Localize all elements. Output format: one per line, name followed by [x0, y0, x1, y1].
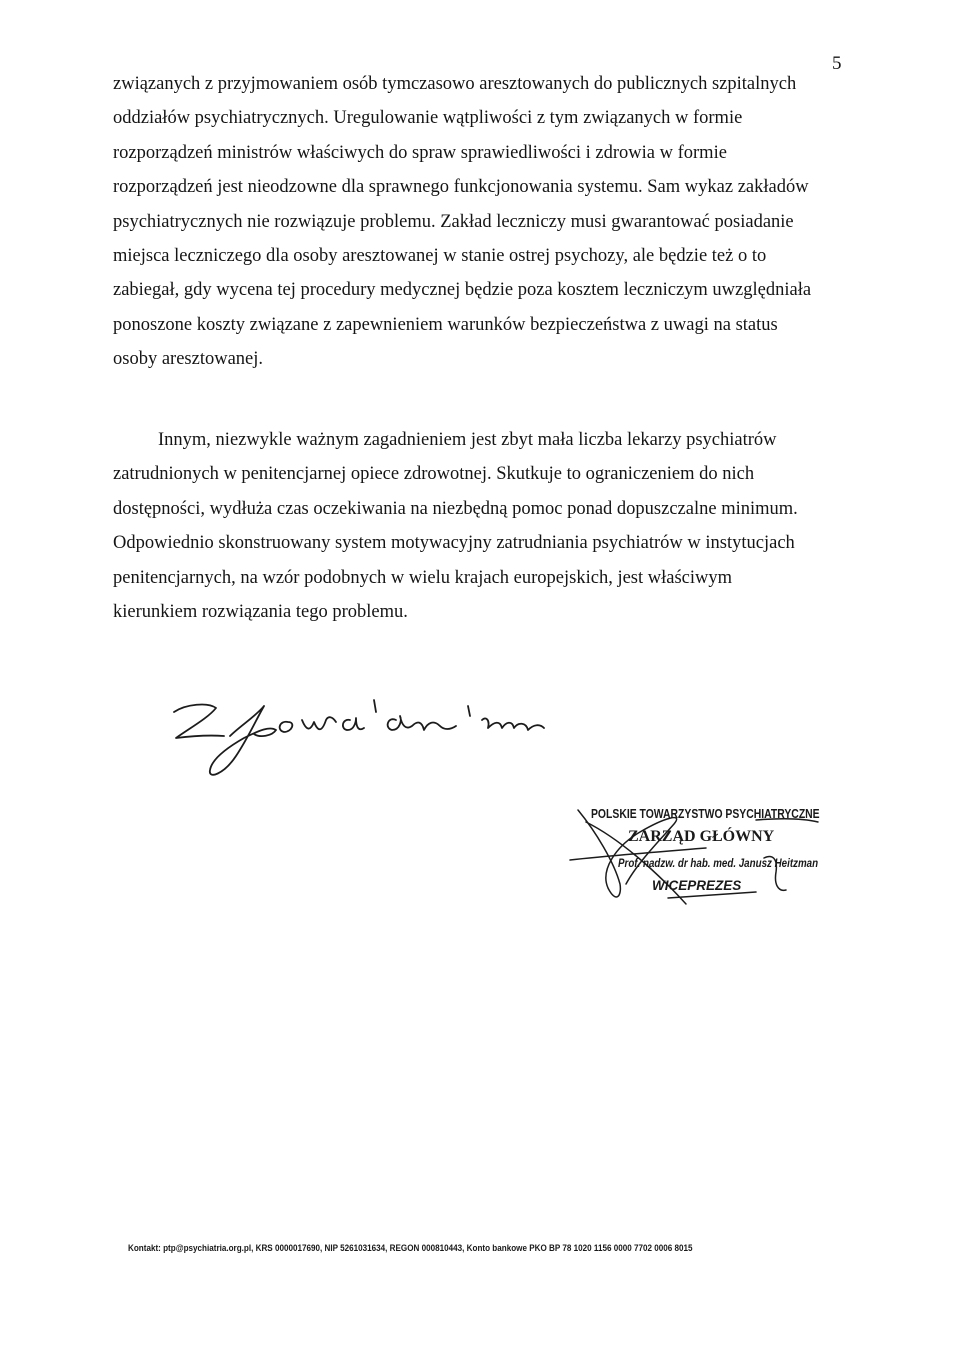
text-line: rozporządzeń ministrów właściwych do spraw sprawiedliwości i zdrowia w formie	[113, 142, 727, 163]
text-line: Innym, niezwykle ważnym zagadnieniem jest zbyt mała liczba lekarzy psychiatrów	[158, 430, 777, 450]
text-line: penitencjarnych, na wzór podobnych w wielu krajach europejskich, jest właściwym	[113, 567, 733, 588]
text-line: związanych z przyjmowaniem osób tymczasowo aresztowanych do publicznych szpitalnych	[113, 74, 797, 94]
stamp-board: ZARZĄD GŁÓWNY	[628, 828, 775, 845]
stamp-person: Prof. nadzw. dr hab. med. Janusz Heitzman	[618, 858, 819, 870]
text-line: osoby aresztowanej.	[113, 349, 264, 370]
text-line: oddziałów psychiatrycznych. Uregulowanie wątpliwości z tym związanych w formie	[113, 108, 743, 129]
text-line: kierunkiem rozwiązania tego problemu.	[113, 602, 408, 623]
footer-contact: Kontakt: ptp@psychiatria.org.pl, KRS 0000017690, NIP 5261031634, REGON 000810443, Konto bankowe PKO BP 78 1020 1156 0000 7702 0006 8015	[128, 1243, 693, 1253]
page-number: 5	[832, 53, 842, 74]
handwritten-closing	[160, 676, 580, 796]
paragraph-2	[113, 423, 853, 629]
text-line: zatrudnionych w penitencjarnej opiece zdrowotnej. Skutkuje to ograniczeniem do nich	[113, 464, 755, 485]
paragraph-1	[113, 67, 853, 377]
official-stamp	[556, 792, 826, 922]
text-line: Odpowiednio skonstruowany system motywacyjny zatrudniania psychiatrów w instytucjach	[113, 533, 795, 554]
handwritten-closing-drawing	[160, 676, 580, 796]
stamp-role: WICEPREZES	[652, 878, 742, 893]
text-line: dostępności, wydłuża czas oczekiwania na niezbędną pomoc ponad dopuszczalne minimum.	[113, 498, 798, 519]
text-line: ponoszone koszty związane z zapewnieniem warunków bezpieczeństwa z uwagi na status	[113, 314, 778, 335]
text-line: rozporządzeń jest nieodzowne dla sprawnego funkcjonowania systemu. Sam wykaz zakładów	[113, 177, 809, 198]
stamp-organization: POLSKIE TOWARZYSTWO PSYCHIATRYCZNE	[591, 806, 820, 821]
text-line: psychiatrycznych nie rozwiązuje problemu. Zakład leczniczy musi gwarantować posiadanie	[113, 211, 794, 232]
text-line: miejsca leczniczego dla osoby aresztowanej w stanie ostrej psychozy, ale będzie też o to	[113, 246, 767, 267]
text-line: zabiegał, gdy wycena tej procedury medycznej będzie poza kosztem leczniczym uwzględniała	[113, 280, 812, 301]
